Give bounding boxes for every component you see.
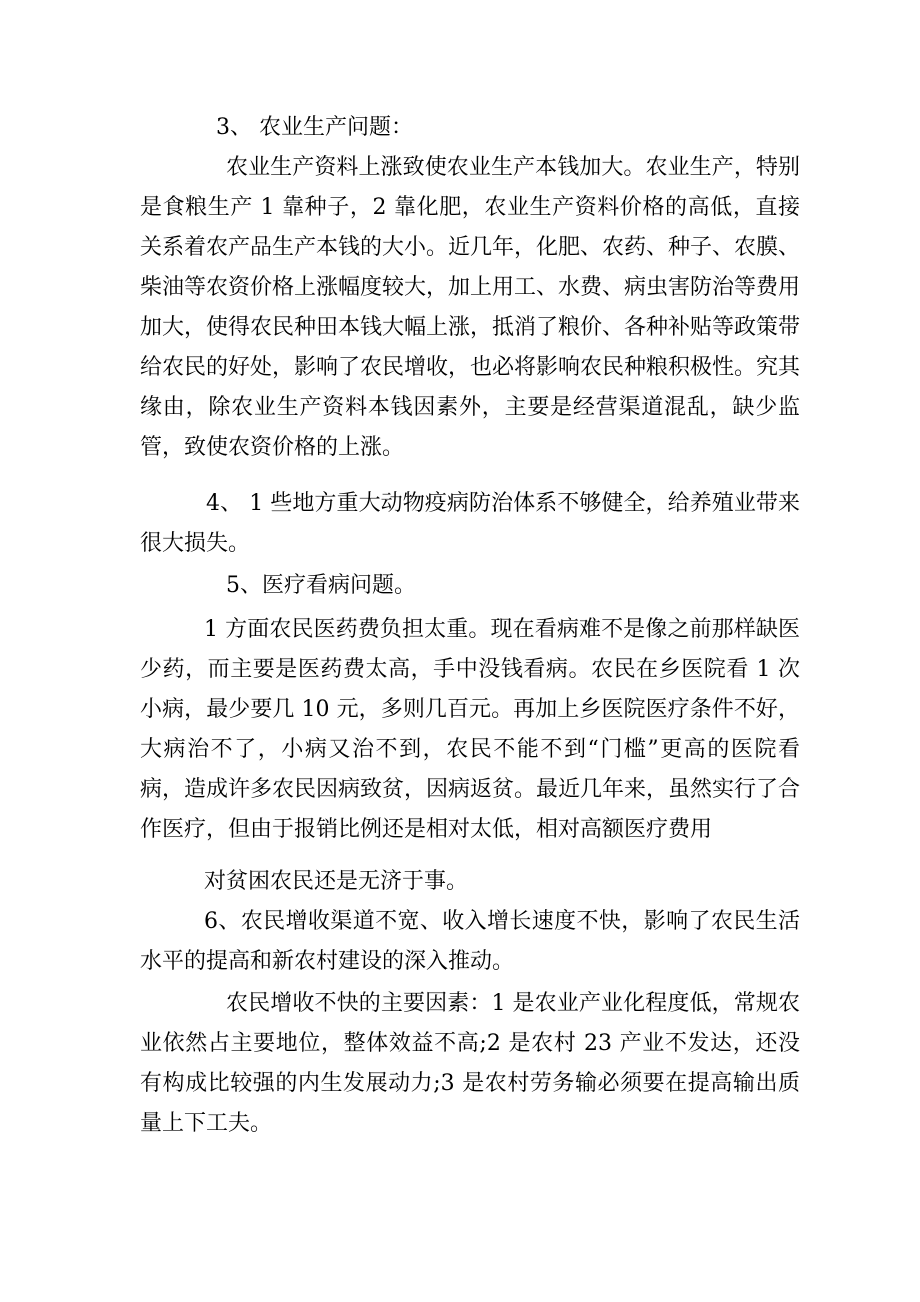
paragraph-medical-costs-continued: 对贫困农民还是无济于事。: [204, 869, 469, 894]
section-heading-5: 5、医疗看病问题。: [226, 573, 416, 598]
paragraph-animal-epidemic: 4、 1 些地方重大动物疫病防治体系不够健全，给养殖业带来很大损失。: [140, 491, 800, 556]
paragraph-medical-costs: 1 方面农民医药费负担太重。现在看病难不是像之前那样缺医少药，而主要是医药费太高，手中没钱看病。农民在乡医院看 1 次小病，最少要几 10 元，多则几百元。再加上乡医院医疗条件不好，大病治不了，小病又治不到，农民不能不到“门槛”更高的医院看病，造成许多农民因病致贫，因病返贫。最近几年来，虽然实行了合作医疗，但由于报销比例还是相对太低，相对高额医疗费用: [140, 617, 801, 842]
paragraph-agricultural-costs: 农业生产资料上涨致使农业生产本钱加大。农业生产，特别是食粮生产 1 靠种子，2 靠化肥，农业生产资料价格的高低，直接关系着农产品生产本钱的大小。近几年，化肥、农药、种子、农膜、柴油等农资价格上涨幅度较大，加上用工、水费、病虫害防治等费用加大，使得农民种田本钱大幅上涨，抵消了粮价、各种补贴等政策带给农民的好处，影响了农民增收，也必将影响农民种粮积极性。究其缘由，除农业生产资料本钱因素外，主要是经营渠道混乱，缺少监管，致使农资价格的上涨。: [140, 155, 801, 460]
paragraph-income-factors: 农民增收不快的主要因素：1 是农业产业化程度低，常规农业依然占主要地位，整体效益不高;2 是农村 23 产业不发达，还没有构成比较强的内生发展动力;3 是农村劳务输必须要在提高输出质量上下工夫。: [140, 991, 800, 1136]
paragraph-income-growth: 6、农民增收渠道不宽、收入增长速度不快，影响了农民生活水平的提高和新农村建设的深入推动。: [140, 909, 800, 974]
section-heading-3: 3、 农业生产问题：: [216, 115, 413, 140]
